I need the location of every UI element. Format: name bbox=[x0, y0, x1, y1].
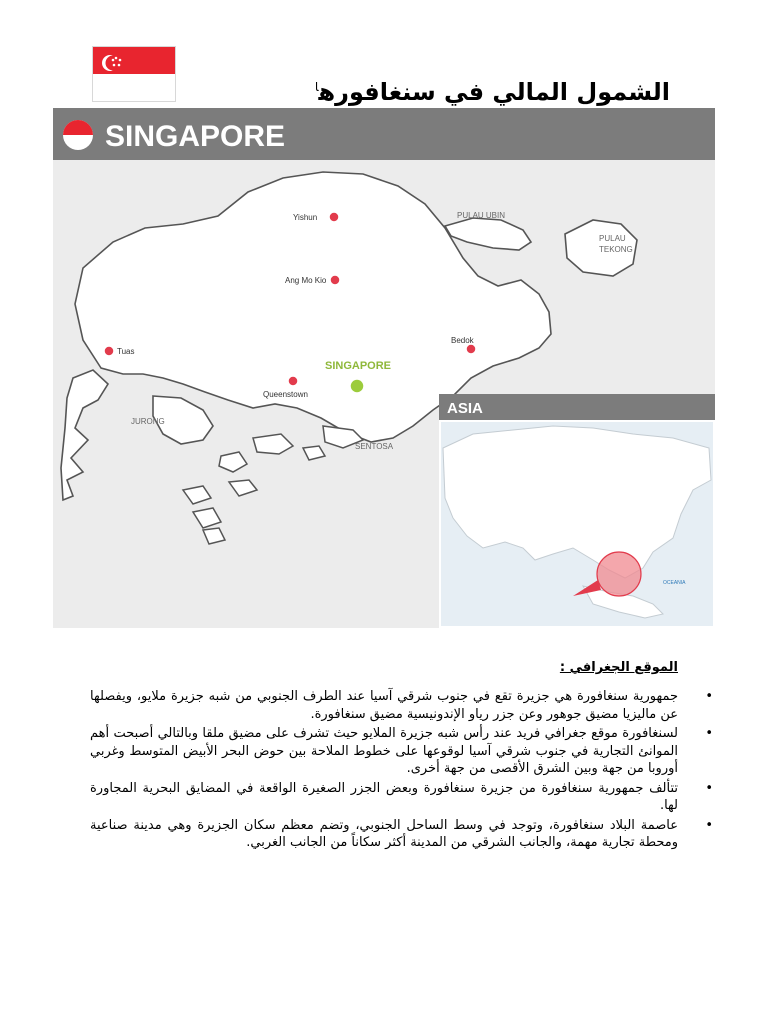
list-item-text: جمهورية سنغافورة هي جزيرة تقع في جنوب شرقي آسيا عند الطرف الجنوبي من شبه جزيرة ملايو، ويفصلها عن ماليزيا مضيق جوهور وعن جزر رياو الإندونيسية مضيق سنغافورة. bbox=[90, 689, 678, 722]
list-item bbox=[90, 688, 713, 723]
west-coast-shape bbox=[61, 370, 108, 500]
label-oceania: OCEANIA bbox=[663, 580, 686, 586]
map-banner-title: SINGAPORE bbox=[105, 120, 286, 153]
label-singapore-capital: SINGAPORE bbox=[325, 360, 392, 372]
pin-queenstown bbox=[288, 376, 298, 386]
pin-yishun bbox=[329, 212, 339, 222]
bullet-dot-icon: • bbox=[705, 689, 713, 704]
page-title-text: الشمول المالي في سنغافوره bbox=[318, 78, 670, 106]
asia-inset bbox=[439, 394, 715, 628]
list-item bbox=[90, 725, 713, 778]
bullet-dot-icon: • bbox=[705, 780, 713, 796]
list-item-text: لسنغافورة موقع جغرافي فريد عند رأس شبه جزيرة الملايو حيث تشرف على مضيق ملقا وبالتالي أصبحت أهم الموانئ التجارية في جنوب شرقي آسيا لوقوعها على خطوط الملاحة بين حوض البحر الأبيض المتوسط وغربي أوروبا من جهة وبين الشرق الأقصى من جهة أخرى. bbox=[90, 726, 678, 776]
label-angmokio: Ang Mo Kio bbox=[285, 276, 327, 285]
label-queenstown: Queenstown bbox=[263, 390, 308, 399]
label-yishun: Yishun bbox=[293, 213, 318, 222]
map-graphic bbox=[53, 108, 715, 628]
bullet-dot-icon: • bbox=[705, 726, 713, 741]
bullet-dot-icon: • bbox=[705, 817, 713, 833]
section-heading: الموقع الجغرافي : bbox=[559, 660, 678, 675]
singapore-flag bbox=[92, 46, 176, 102]
bullet-list bbox=[90, 688, 713, 854]
label-pulau-tekong-line1: PULAU bbox=[599, 234, 626, 243]
singapore-map bbox=[53, 108, 715, 628]
list-item bbox=[90, 780, 713, 815]
asia-singapore-highlight bbox=[597, 552, 641, 596]
label-bedok: Bedok bbox=[451, 336, 474, 345]
label-pulau-ubin: PULAU UBIN bbox=[457, 211, 506, 220]
pin-angmokio bbox=[330, 275, 340, 285]
list-item bbox=[90, 817, 713, 852]
page-title bbox=[315, 78, 670, 106]
asia-inset-title: ASIA bbox=[447, 400, 483, 417]
label-pulau-tekong-line2: TEKONG bbox=[599, 245, 633, 254]
title-mark: ا bbox=[314, 80, 319, 94]
pin-bedok bbox=[466, 344, 476, 354]
list-item-text: تتألف جمهورية سنغافورة من جزيرة سنغافورة وبعض الجزر الصغيرة الواقعة في المضايق البحرية المجاورة لها. bbox=[90, 780, 678, 813]
label-jurong: JURONG bbox=[131, 417, 165, 426]
banner-flag-icon bbox=[63, 120, 93, 150]
pulau-ubin-shape bbox=[445, 218, 531, 250]
pin-tuas bbox=[104, 346, 114, 356]
crescent-stars-icon bbox=[97, 50, 137, 76]
pin-singapore-capital bbox=[350, 379, 364, 393]
label-sentosa: SENTOSA bbox=[355, 442, 394, 451]
label-tuas: Tuas bbox=[117, 347, 135, 356]
list-item-text: عاصمة البلاد سنغافورة، وتوجد في وسط الساحل الجنوبي، وتضم معظم سكان الجزيرة وهي مدينة صناعية ومحطة تجارية مهمة، والجانب الشرقي من المدينة أكثر سكاناً من الجانب الغربي. bbox=[90, 817, 678, 850]
southern-islets bbox=[183, 426, 363, 544]
